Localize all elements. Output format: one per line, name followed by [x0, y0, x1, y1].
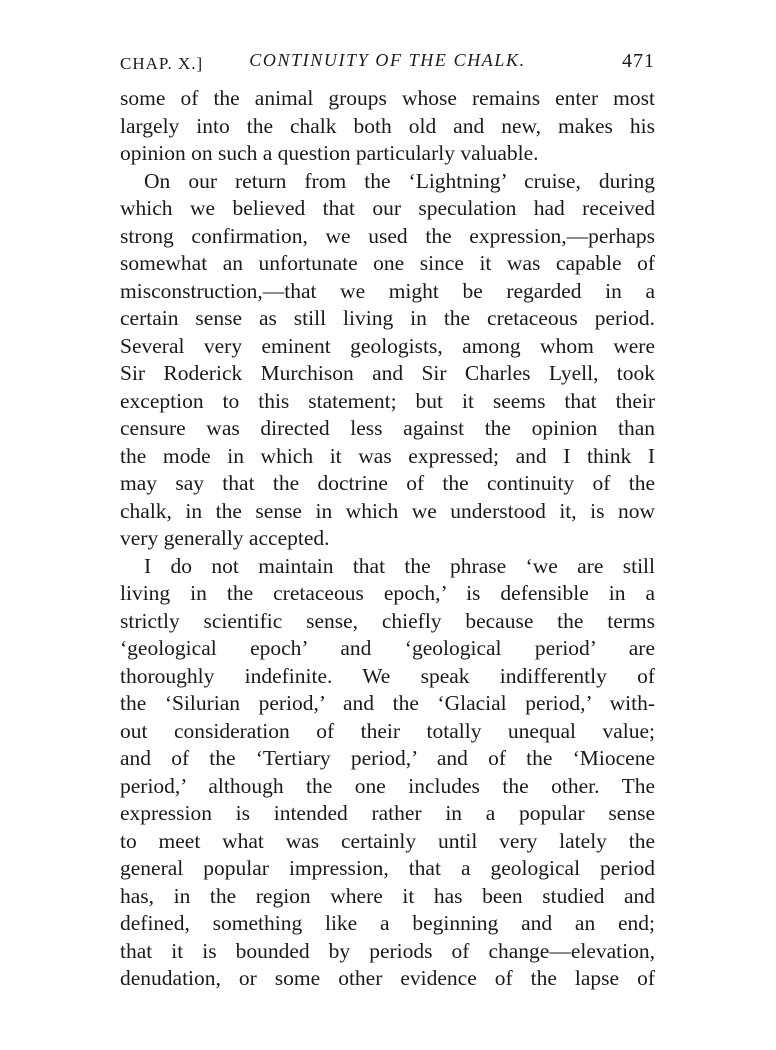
running-header	[120, 50, 655, 78]
text-line: the ‘Silurian period,’ and the ‘Glacial period,’ with-	[120, 691, 655, 715]
text-line: and of the ‘Tertiary period,’ and of the ‘Miocene	[120, 746, 655, 770]
page-number: 471	[622, 50, 655, 72]
chapter-label: CHAP. X.]	[120, 54, 204, 73]
text-line: Sir Roderick Murchison and Sir Charles Lyell, took	[120, 361, 655, 385]
text-line: strictly scientific sense, chiefly because the terms	[120, 608, 655, 633]
text-line: out consideration of their totally unequal value;	[120, 718, 655, 743]
text-line: living in the cretaceous epoch,’ is defensible in a	[120, 581, 655, 605]
paragraph	[120, 168, 655, 553]
text-line: somewhat an unfortunate one since it was capable of	[120, 251, 655, 275]
text-line: censure was directed less against the opinion than	[120, 416, 655, 440]
text-line: defined, something like a beginning and an end;	[120, 911, 655, 935]
text-line: has, in the region where it has been studied and	[120, 883, 655, 908]
text-line: I do not maintain that the phrase ‘we are still	[144, 553, 655, 578]
text-line: to meet what was certainly until very lately the	[120, 828, 655, 853]
text-line: expression is intended rather in a popular sense	[120, 801, 655, 825]
text-line: thoroughly indefinite. We speak indifferently of	[120, 663, 655, 688]
page-body	[120, 85, 655, 993]
text-line: some of the animal groups whose remains enter most	[120, 86, 655, 110]
text-line: denudation, or some other evidence of the lapse of	[120, 966, 655, 990]
text-line: exception to this statement; but it seems that their	[120, 388, 655, 413]
text-line: largely into the chalk both old and new, makes his	[120, 113, 655, 138]
text-line: strong confirmation, we used the expression,—perhaps	[120, 223, 655, 248]
text-line: period,’ although the one includes the other. The	[120, 773, 655, 798]
text-line: misconstruction,—that we might be regarded in a	[120, 278, 655, 303]
text-line: On our return from the ‘Lightning’ cruise, during	[144, 168, 655, 193]
text-line: ‘geological epoch’ and ‘geological period’ are	[120, 636, 655, 660]
text-line: very generally accepted.	[120, 526, 330, 550]
paragraph	[120, 85, 655, 168]
text-line: certain sense as still living in the cretaceous period.	[120, 306, 655, 330]
text-line: that it is bounded by periods of change—elevation,	[120, 938, 655, 963]
running-title: CONTINUITY OF THE CHALK.	[249, 50, 526, 70]
text-line: Several very eminent geologists, among whom were	[120, 333, 655, 358]
text-line: general popular impression, that a geological period	[120, 856, 655, 880]
text-line: chalk, in the sense in which we understood it, is now	[120, 498, 655, 523]
paragraph	[120, 553, 655, 993]
text-line: the mode in which it was expressed; and I think I	[120, 443, 655, 468]
text-line: which we believed that our speculation had received	[120, 196, 655, 220]
text-line: may say that the doctrine of the continuity of the	[120, 471, 655, 495]
text-line: opinion on such a question particularly valuable.	[120, 141, 539, 165]
